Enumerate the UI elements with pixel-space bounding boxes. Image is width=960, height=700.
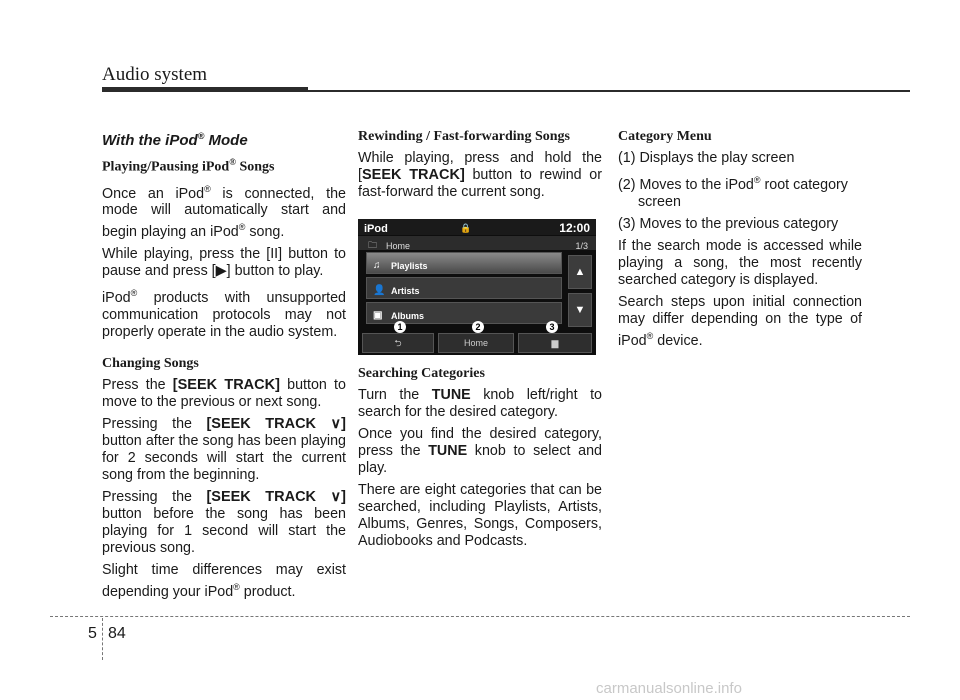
paragraph-eight-categories: There are eight categories that can be searched, including Playlists, Artists, Albums, Genres, Songs, Composers, Audiobooks and Podcasts.: [358, 482, 602, 549]
screen-path-label: Home: [386, 241, 411, 251]
home-button: Home: [438, 333, 514, 353]
column-middle: [358, 128, 602, 555]
screen-page-indicator: 1/3: [575, 241, 588, 251]
category-item-label: Playlists: [391, 261, 428, 271]
screen-status-bar: [358, 219, 596, 235]
header-title: Audio system: [102, 64, 208, 85]
category-item-label: Albums: [391, 311, 425, 321]
category-item-albums: [366, 302, 562, 324]
folder-up-icon: ▆: [518, 333, 592, 353]
footer-chapter-number: 5: [88, 625, 97, 642]
paragraph-seek-restart: Pressing the [SEEK TRACK ∨] button after the song has been playing for 2 seconds will start the current song from the beginning.: [102, 415, 346, 483]
menu-item-1: (1) Displays the play screen: [618, 150, 795, 166]
callout-marker-3: 3: [546, 321, 558, 333]
back-button-icon: ⮌: [362, 333, 434, 353]
paragraph-rewind: While playing, press and hold the [SEEK TRACK] button to rewind or fast-forward the current song.: [358, 150, 602, 200]
paragraph-tune-select: Once you find the desired category, press the TUNE knob to select and play.: [358, 426, 602, 476]
seek-track-down-key: [SEEK TRACK ∨]: [206, 415, 346, 432]
playing-pausing-heading: Playing/Pausing iPod® Songs: [102, 157, 275, 175]
screen-path-bar: [358, 236, 596, 250]
scroll-down-icon: ▼: [568, 293, 592, 327]
header-rule-thick: [102, 87, 308, 92]
seek-track-key: SEEK TRACK]: [361, 167, 465, 183]
watermark: carmanualsonline.info: [596, 680, 742, 697]
screen-clock: 12:00: [559, 221, 590, 235]
menu-item-2: (2) Moves to the iPod® root category screen: [618, 175, 848, 210]
paragraph-pause-play: While playing, press the [II] button to pause and press [▶] button to play.: [102, 246, 346, 280]
callout-marker-2: 2: [472, 321, 484, 333]
column-right: [618, 128, 862, 355]
tune-key: TUNE: [431, 387, 471, 403]
menu-item-3: (3) Moves to the previous category: [618, 215, 839, 232]
footer-dashed-rule: [50, 616, 910, 617]
play-icon: ▶: [215, 263, 227, 280]
changing-songs-heading: Changing Songs: [102, 355, 199, 371]
paragraph-unsupported: iPod® products with unsupported communication protocols may not properly operate in the audio system.: [102, 288, 346, 340]
lock-icon: 🔒: [460, 223, 472, 233]
artist-icon: 👤: [373, 285, 386, 296]
footer-page-number: 84: [108, 625, 126, 642]
paragraph-seek-previous: Pressing the [SEEK TRACK ∨] button before the song has been playing for 1 second will start the previous song.: [102, 488, 346, 556]
category-item-label: Artists: [391, 286, 420, 296]
paragraph-search-mode: If the search mode is accessed while playing a song, the most recently searched category is displayed.: [618, 237, 862, 288]
category-menu-heading: Category Menu: [618, 129, 712, 144]
searching-categories-heading: Searching Categories: [358, 366, 485, 381]
paragraph-search-steps: Search steps upon initial connection may differ depending on the type of iPod® device.: [618, 293, 862, 349]
paragraph-tune-search: Turn the TUNE knob left/right to search for the desired category.: [358, 387, 602, 420]
paragraph-time-difference: Slight time differences may exist depending your iPod® product.: [102, 561, 346, 600]
column-left: [102, 128, 346, 606]
scroll-up-icon: ▲: [568, 255, 592, 289]
seek-track-down-key: [SEEK TRACK ∨]: [206, 488, 346, 505]
category-item-playlists: [366, 252, 562, 274]
screen-source-label: iPod: [364, 223, 388, 235]
header-rule-thin: [308, 90, 910, 92]
ipod-screen-figure: [358, 219, 596, 355]
callout-marker-1: 1: [394, 321, 406, 333]
paragraph-auto-play: Once an iPod® is connected, the mode will automatically start and begin playing an iPod® song.: [102, 183, 346, 241]
ipod-mode-heading: With the iPod® Mode: [102, 131, 248, 149]
folder-icon: 🗀: [368, 240, 378, 250]
tune-key: TUNE: [428, 443, 468, 459]
seek-track-key: [SEEK TRACK]: [172, 376, 280, 393]
category-item-artists: [366, 277, 562, 299]
rewind-forward-heading: Rewinding / Fast-forwarding Songs: [358, 129, 570, 144]
paragraph-seek-track: Press the [SEEK TRACK] button to move to the previous or next song.: [102, 376, 346, 410]
album-icon: ▣: [373, 310, 383, 321]
footer-dashed-divider: [102, 618, 103, 660]
playlist-icon: ♫: [373, 260, 381, 271]
